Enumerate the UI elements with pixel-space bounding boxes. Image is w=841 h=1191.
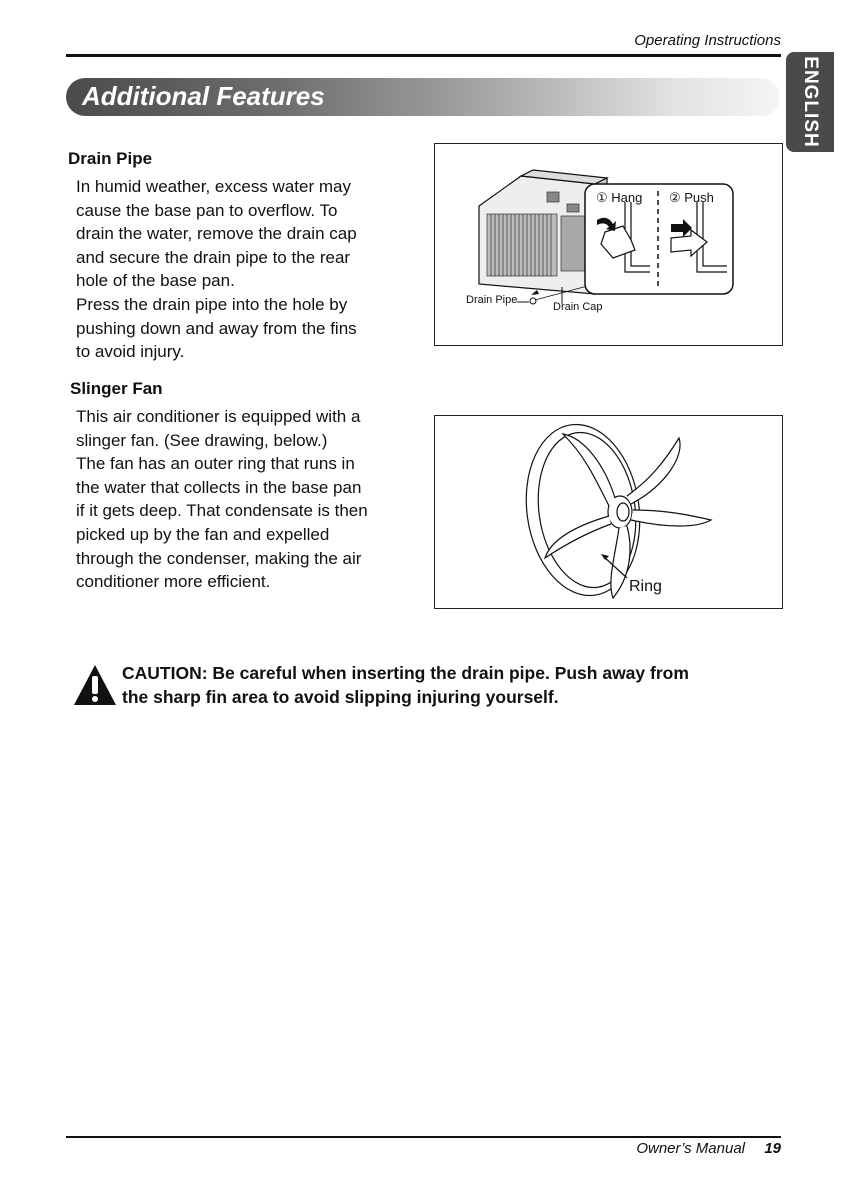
slinger-fan-heading: Slinger Fan xyxy=(70,379,163,398)
slinger-fan-paragraph xyxy=(76,405,368,594)
step-hang-label: ① Hang xyxy=(596,190,643,205)
language-tab-label: ENGLISH xyxy=(800,56,821,148)
drain-pipe-heading: Drain Pipe xyxy=(68,149,153,168)
paragraph-line: pushing down and away from the fins xyxy=(76,318,357,338)
ring-label: Ring xyxy=(629,578,662,595)
language-tab xyxy=(786,52,834,152)
drain-pipe-paragraph xyxy=(76,175,357,364)
section-title: Additional Features xyxy=(82,81,325,111)
header-section-title: Operating Instructions xyxy=(634,32,781,49)
paragraph-line: and secure the drain pipe to the rear xyxy=(76,247,351,267)
drain-cap-label: Drain Cap xyxy=(553,301,603,313)
warning-icon xyxy=(73,664,117,706)
paragraph-line: if it gets deep. That condensate is then xyxy=(76,501,368,521)
footer-manual-label: Owner’s Manual xyxy=(636,1140,745,1157)
paragraph-line: cause the base pan to overflow. To xyxy=(76,200,338,220)
footer-rule xyxy=(66,1136,781,1138)
drain-pipe-label: Drain Pipe xyxy=(466,294,518,306)
paragraph-line: In humid weather, excess water may xyxy=(76,177,351,196)
step-push-label: ② Push xyxy=(669,190,714,205)
paragraph-line: Press the drain pipe into the hole by xyxy=(76,294,348,314)
section-banner xyxy=(66,78,780,116)
paragraph-line: picked up by the fan and expelled xyxy=(76,524,330,544)
paragraph-line: the water that collects in the base pan xyxy=(76,477,362,497)
page-number: 19 xyxy=(764,1140,781,1157)
caution-text xyxy=(122,661,689,709)
paragraph-line: This air conditioner is equipped with a xyxy=(76,407,361,426)
slinger-fan-figure xyxy=(434,415,783,609)
header-rule xyxy=(66,54,781,57)
paragraph-line: through the condenser, making the air xyxy=(76,548,362,568)
paragraph-line: hole of the base pan. xyxy=(76,271,235,291)
paragraph-line: to avoid injury. xyxy=(76,342,185,362)
caution-line: CAUTION: Be careful when inserting the drain pipe. Push away from xyxy=(122,663,689,683)
paragraph-line: The fan has an outer ring that runs in xyxy=(76,454,355,474)
drain-pipe-figure xyxy=(434,143,783,346)
slinger-fan-illustration xyxy=(435,416,782,608)
air-conditioner-illustration xyxy=(435,144,782,345)
paragraph-line: slinger fan. (See drawing, below.) xyxy=(76,430,328,450)
paragraph-line: conditioner more efficient. xyxy=(76,572,271,592)
caution-line: the sharp fin area to avoid slipping injuring yourself. xyxy=(122,687,559,707)
paragraph-line: drain the water, remove the drain cap xyxy=(76,224,357,244)
